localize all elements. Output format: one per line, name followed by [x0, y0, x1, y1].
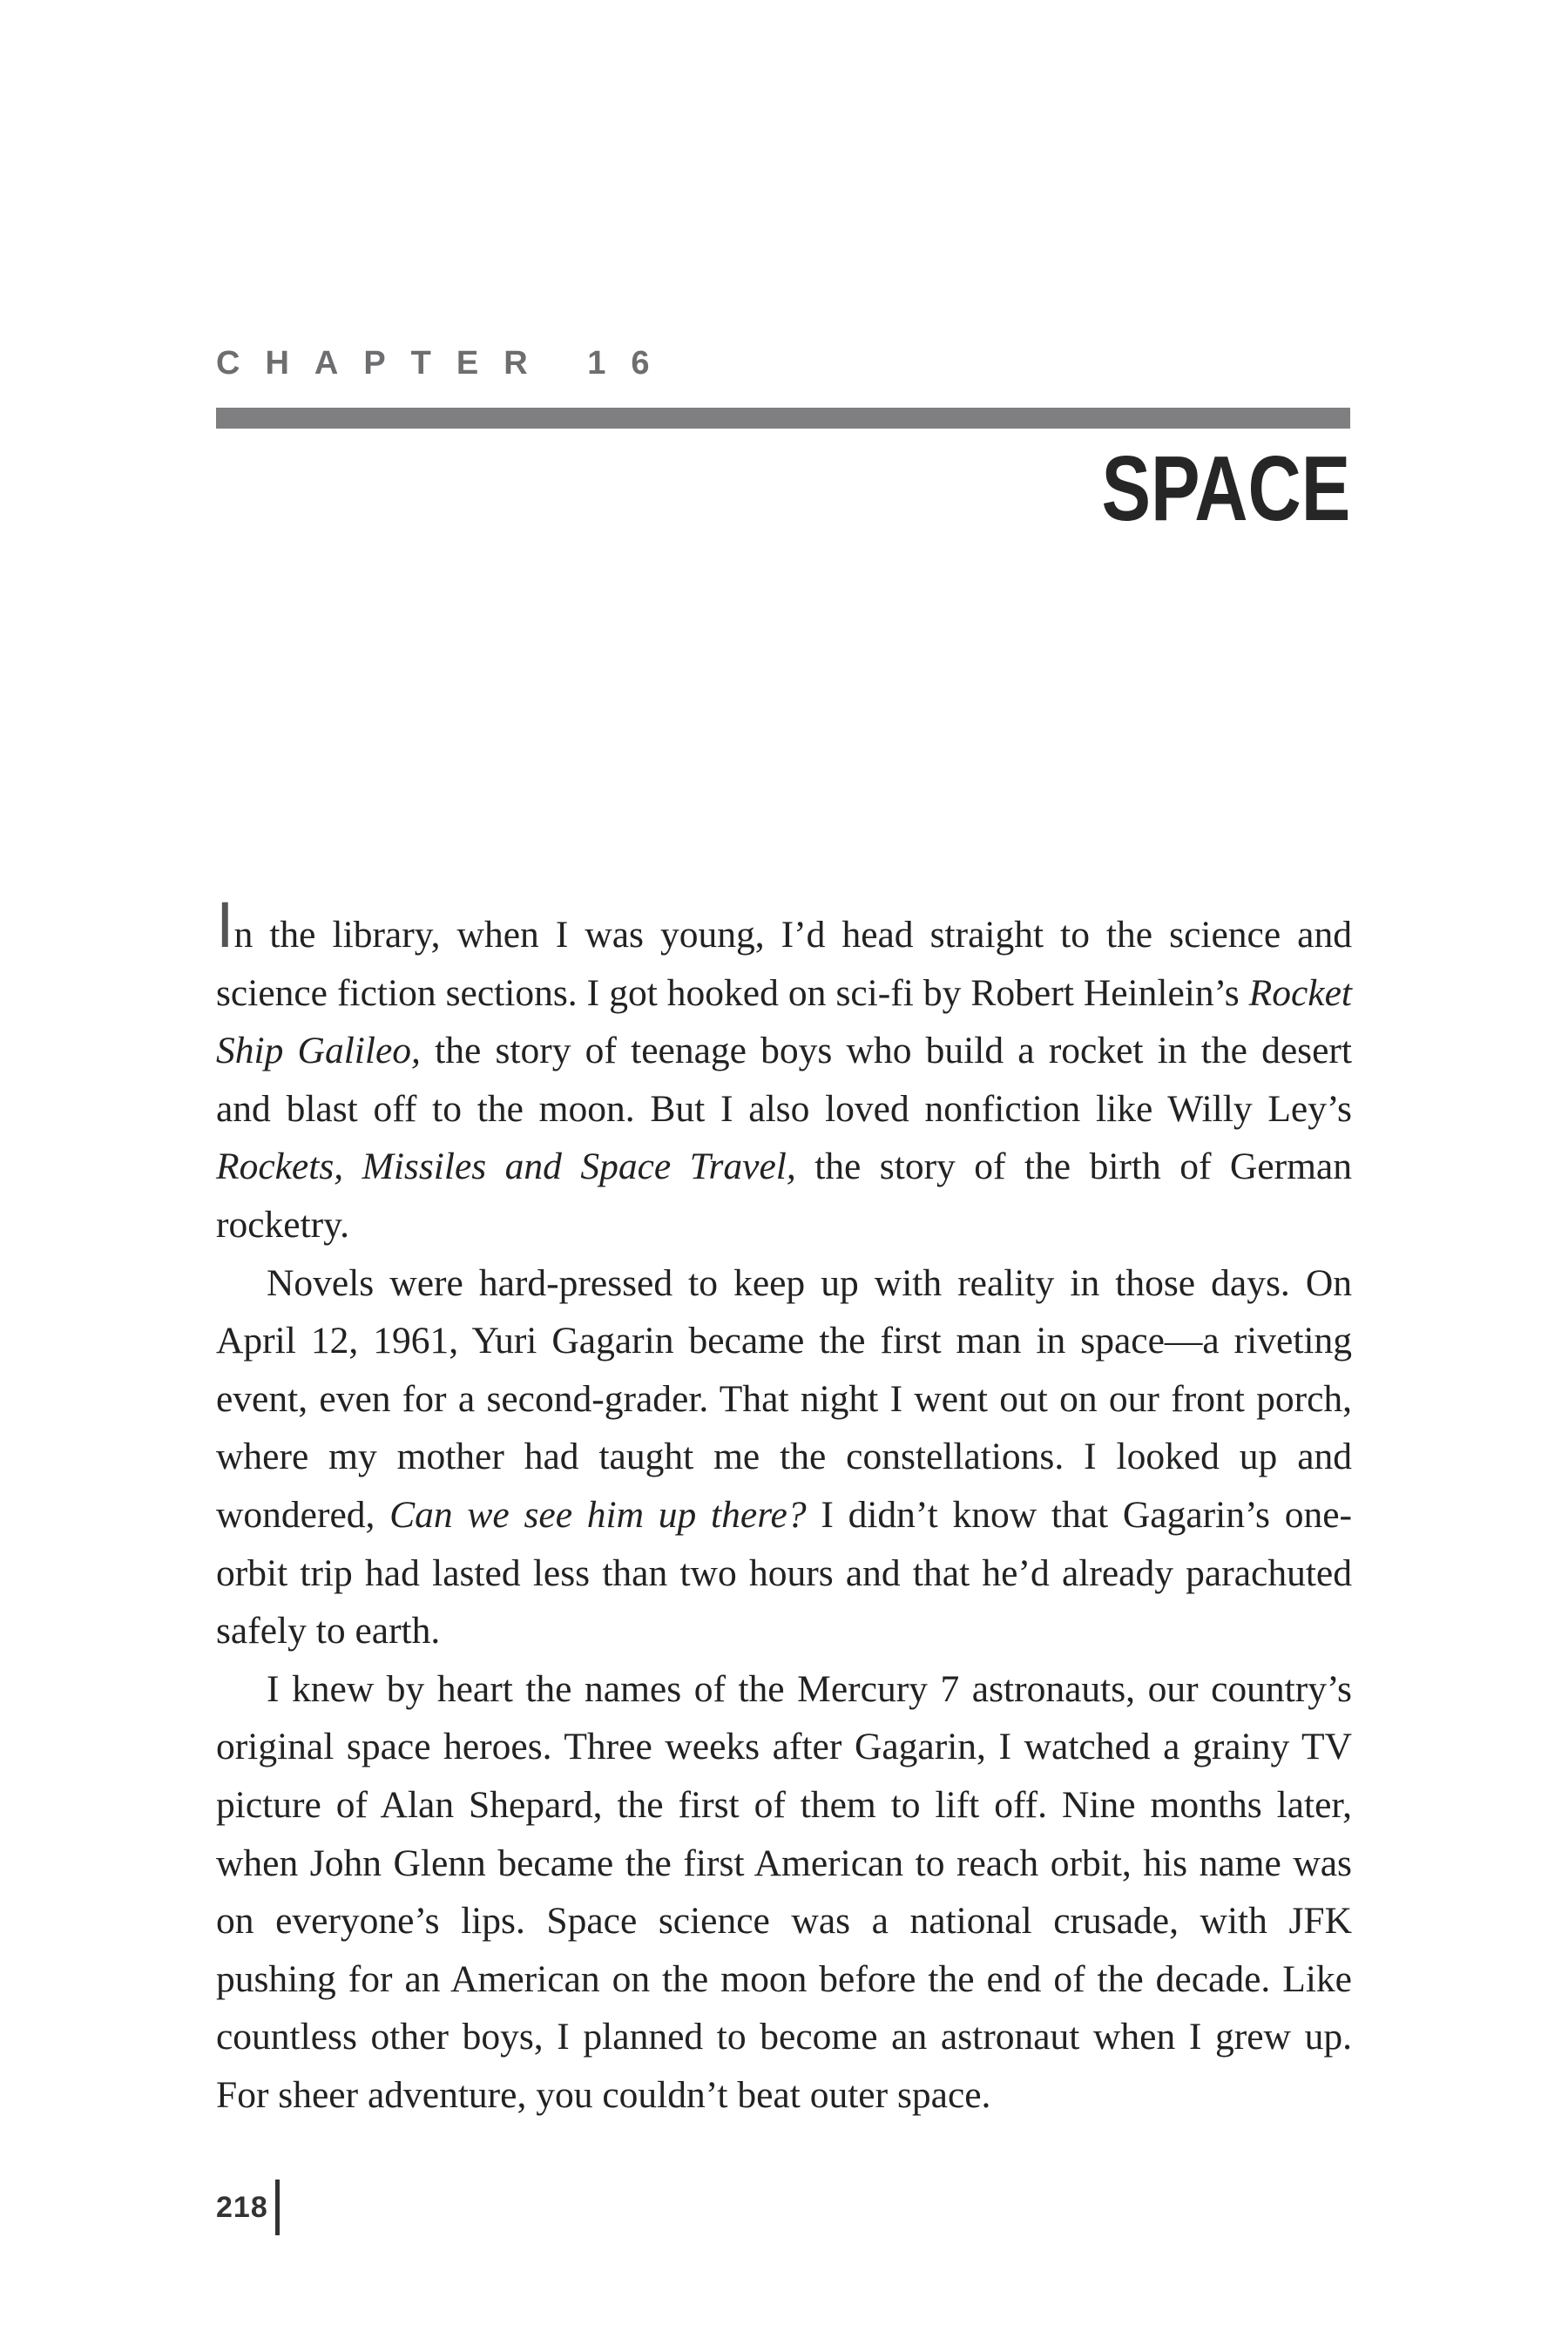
chapter-label: CHAPTER 16 — [216, 345, 675, 382]
page-number: 218 — [216, 2190, 268, 2224]
paragraph-3 — [216, 1660, 1352, 2125]
drop-cap: I — [216, 889, 234, 961]
text-segment: I knew by heart the names of the Mercury 7 astronauts, our country’s original space heroes. Three weeks after Gagarin, I watched a grainy TV picture of Alan Shepard, the first of them to lift off. Nine months later, when John Glenn became the first American to reach orbit, his name was on everyone’s lips. Space science was a national crusade, with JFK pushing for an American on the moon before the end of the decade. Like countless other boys, I planned to become an astronaut when I grew up. For sheer adventure, you couldn’t beat outer space. — [216, 1667, 1352, 2116]
chapter-rule — [216, 408, 1350, 429]
text-segment: the story of the birth of German rocketry. — [216, 1146, 1352, 1246]
text-segment: n the library, when I was young, I’d head straight to the science and science fiction sections. I got hooked on sci-fi by Robert Heinlein’s — [216, 914, 1352, 1014]
text-segment: the story of teenage boys who build a rocket in the desert and blast off to the moon. But I also loved nonfiction like Willy Ley’s — [216, 1030, 1352, 1130]
page-number-bar — [275, 2180, 280, 2235]
text-segment: I didn’t know that Gagarin’s one-orbit trip had lasted less than two hours and that he’d already parachuted safely to earth. — [216, 1493, 1353, 1652]
book-title: Rockets, Missiles and Space Travel, — [216, 1146, 796, 1188]
text-segment: Novels were hard-pressed to keep up with reality in those days. On April 12, 1961, Yuri Gagarin became the first man in space—a riveting event, even for a second-grader. That night I went out on our front porch, where my mother had taught me the constellations. I looked up and wondered, — [216, 1261, 1352, 1536]
chapter-title: SPACE — [1101, 437, 1350, 540]
body-text — [216, 889, 1353, 2124]
page-footer — [216, 2183, 280, 2232]
book-title: Rocket Ship Galileo, — [216, 971, 1352, 1072]
paragraph-1 — [216, 889, 1352, 1254]
paragraph-2 — [216, 1254, 1352, 1660]
italic-thought: Can we see him up there? — [389, 1493, 807, 1536]
